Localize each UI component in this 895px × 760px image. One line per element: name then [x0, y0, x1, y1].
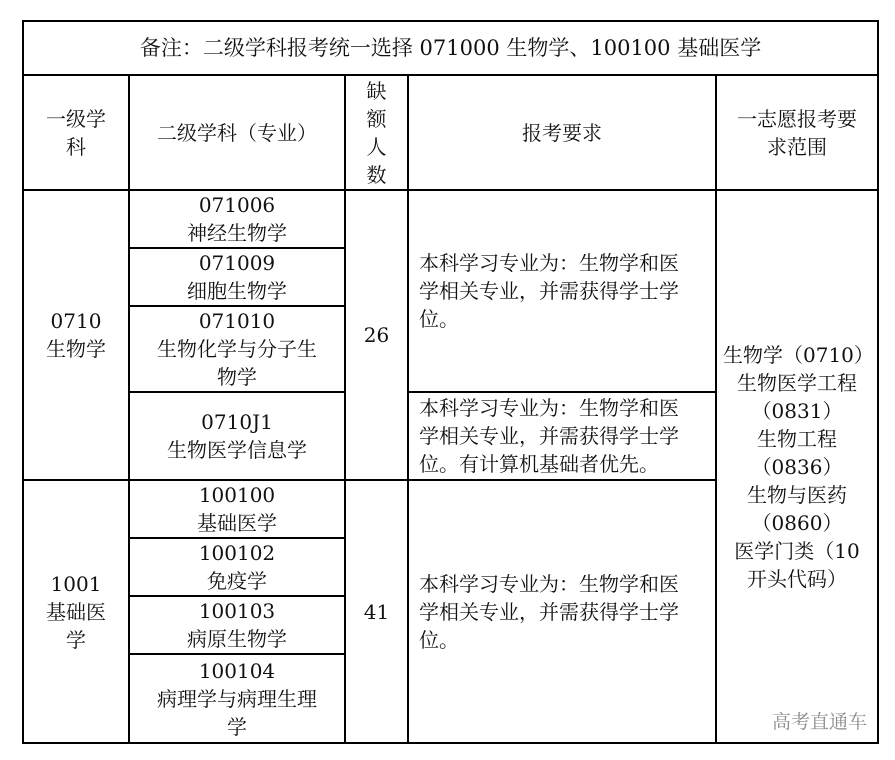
subject-cell: 0710J1 生物医学信息学: [129, 392, 345, 480]
header-level2: 二级学科（专业）: [129, 75, 345, 190]
subject-cell: 100100 基础医学: [129, 480, 345, 538]
note-row: 备注：二级学科报考统一选择 071000 生物学、100100 基础医学: [23, 21, 878, 75]
subject-cell: 071006 神经生物学: [129, 190, 345, 248]
header-requirement: 报考要求: [408, 75, 716, 190]
requirement-cell: 本科学习专业为：生物学和医 学相关专业，并需获得学士学 位。: [408, 480, 716, 743]
discipline-cell: 0710 生物学: [23, 190, 129, 480]
subject-cell: 100102 免疫学: [129, 538, 345, 596]
subject-cell: 100104 病理学与病理生理 学: [129, 654, 345, 743]
watermark-text: 高考直通车: [771, 711, 867, 733]
quota-cell: 41: [345, 480, 408, 743]
header-first-choice: 一志愿报考要 求范围: [716, 75, 878, 190]
first-choice-scope-cell: 生物学（0710） 生物医学工程 （0831） 生物工程 （0836） 生物与医药 （0860） 医学门类（10 开头代码）: [716, 190, 878, 743]
discipline-cell: 1001 基础医 学: [23, 480, 129, 743]
subject-cell: 071009 细胞生物学: [129, 248, 345, 306]
subject-cell: 100103 病原生物学: [129, 596, 345, 654]
subject-cell: 071010 生物化学与分子生 物学: [129, 306, 345, 392]
header-quota: 缺 额 人 数: [345, 75, 408, 190]
admission-table: [22, 20, 879, 744]
requirement-cell: 本科学习专业为：生物学和医 学相关专业，并需获得学士学 位。: [408, 190, 716, 392]
header-level1: 一级学 科: [23, 75, 129, 190]
quota-cell: 26: [345, 190, 408, 480]
requirement-cell: 本科学习专业为：生物学和医 学相关专业，并需获得学士学 位。有计算机基础者优先。: [408, 392, 716, 480]
